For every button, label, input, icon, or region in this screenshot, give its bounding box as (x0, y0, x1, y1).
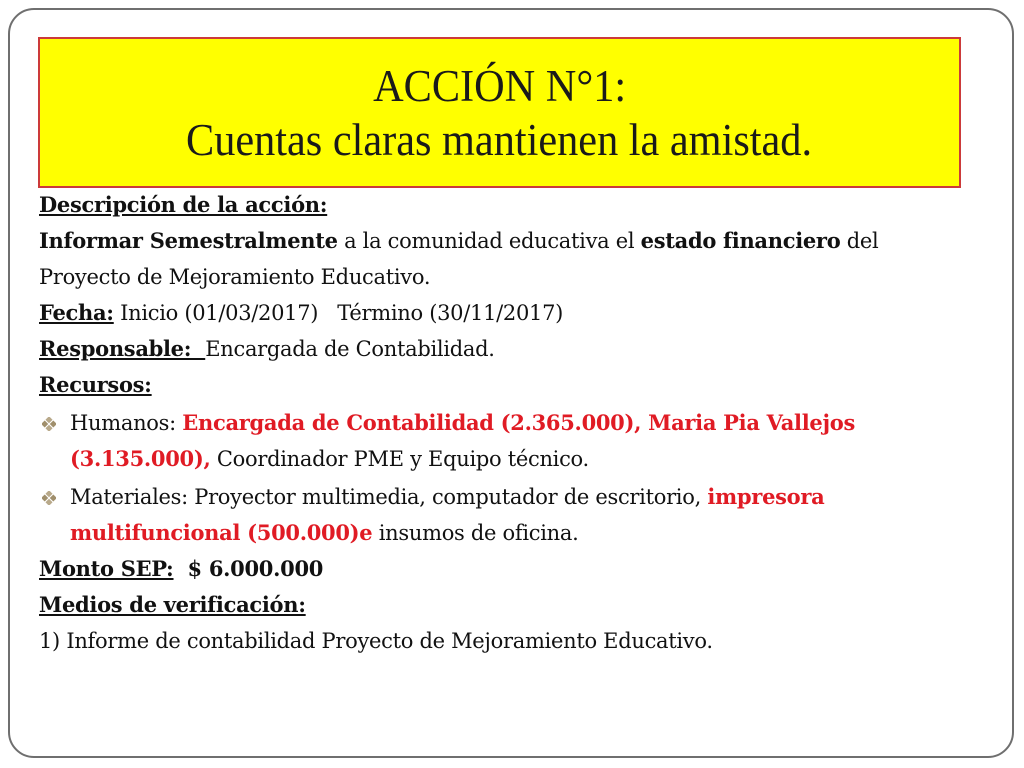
fecha-line (39, 295, 969, 331)
title-line-2: Cuentas claras mantienen la amistad. (186, 114, 813, 165)
responsable-value: Encargada de Contabilidad. (205, 337, 495, 361)
descripcion-text-1: a la comunidad educativa el (337, 229, 641, 253)
recursos-item-materiales (39, 479, 969, 551)
monto-line (39, 551, 969, 587)
medios-item: 1) Informe de contabilidad Proyecto de Mejoramiento Educativo. (39, 629, 713, 653)
descripcion-bold-2: estado financiero (640, 228, 841, 253)
materiales-prefix: Materiales: Proyector multimedia, computador de escritorio, (70, 485, 708, 509)
recursos-item-humanos (39, 405, 969, 477)
title-box (38, 37, 961, 188)
title-line-1: ACCIÓN N°1: (372, 60, 627, 111)
descripcion-heading: Descripción de la acción: (39, 192, 328, 217)
humanos-suffix: Coordinador PME y Equipo técnico. (210, 447, 589, 471)
descripcion-text-2: del Proyecto de Mejoramiento Educativo. (39, 229, 879, 289)
fecha-label: Fecha: (39, 300, 114, 325)
materiales-highlight: impresora multifuncional (500.000)e (70, 484, 825, 545)
slide-body (39, 187, 969, 659)
fecha-value: Inicio (01/03/2017) Término (30/11/2017) (113, 301, 564, 325)
descripcion-text (39, 223, 969, 295)
responsable-line (39, 331, 969, 367)
medios-heading: Medios de verificación: (39, 592, 306, 617)
recursos-heading: Recursos: (39, 372, 152, 397)
monto-label: Monto SEP: (39, 556, 174, 581)
descripcion-bold-1: Informar Semestralmente (39, 228, 338, 253)
materiales-suffix: insumos de oficina. (372, 521, 579, 545)
humanos-prefix: Humanos: (70, 411, 183, 435)
monto-value: $ 6.000.000 (173, 556, 324, 581)
diamond-bullet-icon (42, 417, 56, 431)
humanos-highlight: Encargada de Contabilidad (2.365.000), Maria Pia Vallejos (3.135.000), (70, 410, 855, 471)
responsable-label: Responsable: (39, 336, 206, 361)
diamond-bullet-icon (42, 491, 56, 505)
